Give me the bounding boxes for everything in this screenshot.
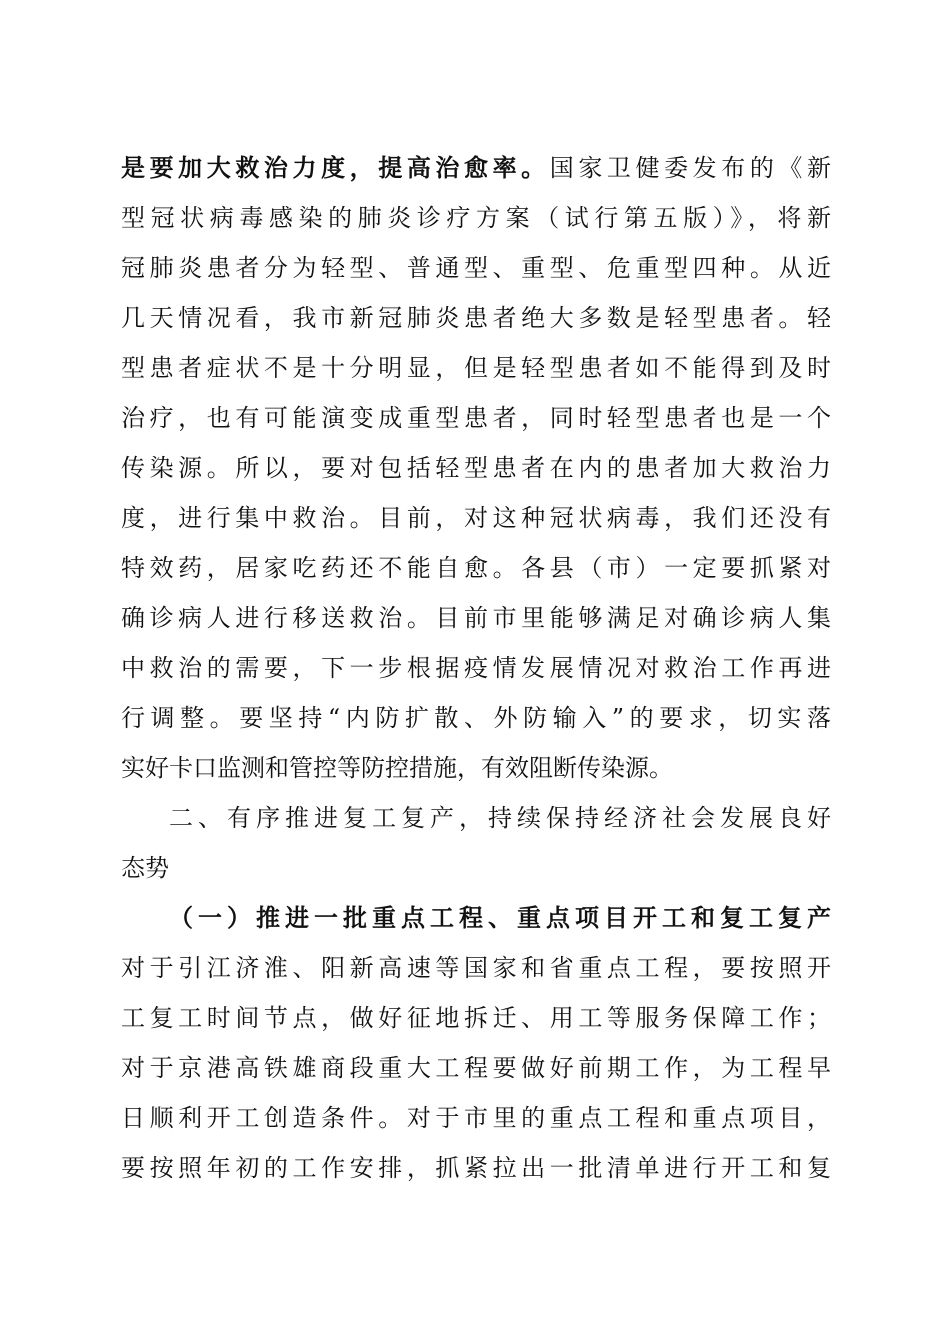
paragraph-line-15: 工复工时间节点，做好征地拆迁、用工等服务保障工作； <box>121 1004 831 1032</box>
paragraph-line-9: 特效药，居家吃药还不能自愈。各县（市）一定要抓紧对 <box>121 554 831 582</box>
paragraph-line-8: 度，进行集中救治。目前，对这种冠状病毒，我们还没有 <box>121 504 831 532</box>
paragraph-line-16: 对于京港高铁雄商段重大工程要做好前期工作，为工程早 <box>121 1054 831 1082</box>
paragraph-line-5: 型患者症状不是十分明显，但是轻型患者如不能得到及时 <box>121 354 831 382</box>
paragraph-line-1 <box>121 148 831 188</box>
paragraph-line-18: 要按照年初的工作安排，抓紧拉出一批清单进行开工和复 <box>121 1154 831 1182</box>
line-text: 国家卫健委发布的《新 <box>549 154 831 182</box>
section-heading-line-2: 态势 <box>121 854 169 882</box>
paragraph-line-17: 日顺利开工创造条件。对于市里的重点工程和重点项目， <box>121 1104 831 1132</box>
bold-lead-text: 是要加大救治力度，提高治愈率。 <box>121 154 550 182</box>
paragraph-line-13: 实好卡口监测和管控等防控措施，有效阻断传染源。 <box>121 754 673 782</box>
paragraph-line-11: 中救治的需要，下一步根据疫情发展情况对救治工作再进 <box>121 654 831 682</box>
paragraph-line-14: 对于引江济淮、阳新高速等国家和省重点工程，要按照开 <box>121 954 831 982</box>
paragraph-line-12: 行调整。要坚持“内防扩散、外防输入”的要求，切实落 <box>121 704 831 732</box>
paragraph-line-4: 几天情况看，我市新冠肺炎患者绝大多数是轻型患者。轻 <box>121 304 831 332</box>
paragraph-line-6: 治疗，也有可能演变成重型患者，同时轻型患者也是一个 <box>121 404 831 432</box>
paragraph-line-10: 确诊病人进行移送救治。目前市里能够满足对确诊病人集 <box>121 604 831 632</box>
paragraph-line-3: 冠肺炎患者分为轻型、普通型、重型、危重型四种。从近 <box>121 254 831 282</box>
subsection-heading: （一）推进一批重点工程、重点项目开工和复工复产 <box>169 904 831 932</box>
section-heading-line-1: 二、有序推进复工复产，持续保持经济社会发展良好 <box>169 804 831 832</box>
paragraph-line-7: 传染源。所以，要对包括轻型患者在内的患者加大救治力 <box>121 454 831 482</box>
paragraph-line-2: 型冠状病毒感染的肺炎诊疗方案（试行第五版）》，将新 <box>121 204 831 232</box>
